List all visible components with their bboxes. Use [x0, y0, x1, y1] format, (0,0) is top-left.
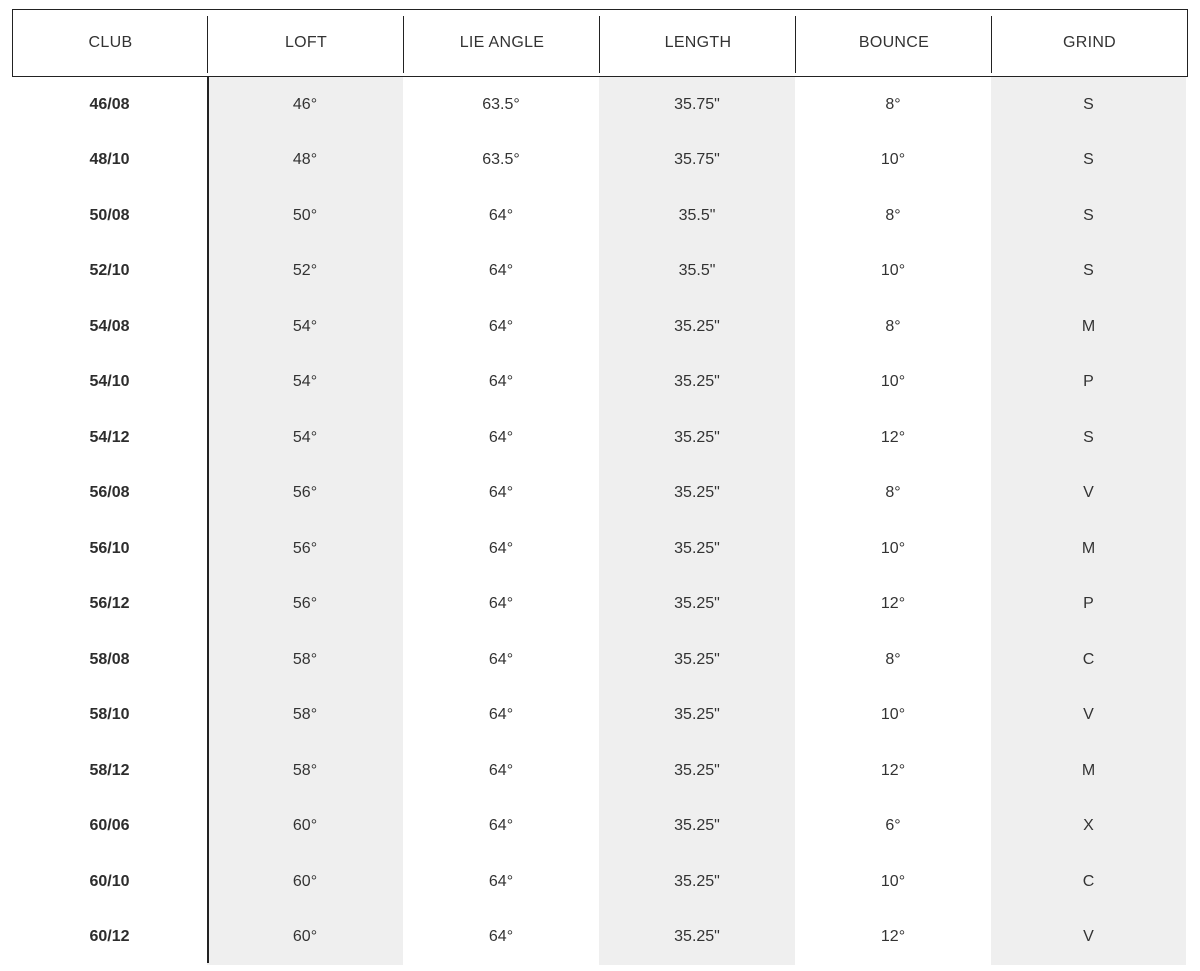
cell-club: 54/10: [89, 373, 130, 391]
cell-bounce: 12°: [880, 595, 906, 613]
header-loft: [208, 10, 404, 76]
cell-lie-angle: 64°: [488, 817, 514, 835]
cell-lie-angle: 64°: [488, 206, 514, 224]
cell-length: 35.25": [599, 854, 795, 910]
cell-grind: S: [991, 133, 1186, 189]
header-club: [13, 10, 208, 76]
cell-length: 35.25": [599, 299, 795, 355]
table-body: [12, 77, 1188, 965]
cell-bounce: 10°: [880, 706, 906, 724]
cell-loft: 56°: [207, 521, 403, 577]
cell-length: 35.25": [599, 410, 795, 466]
cell-lie-angle: 64°: [488, 373, 514, 391]
cell-club: 58/08: [89, 650, 130, 668]
table-row: [12, 410, 1188, 466]
cell-loft: 60°: [207, 799, 403, 855]
cell-grind: S: [991, 188, 1186, 244]
cell-club: 60/12: [89, 928, 130, 946]
cell-lie-angle: 64°: [488, 761, 514, 779]
cell-grind: S: [991, 77, 1186, 133]
cell-loft: 60°: [207, 854, 403, 910]
cell-bounce: 10°: [880, 872, 906, 890]
cell-grind: V: [991, 688, 1186, 744]
cell-bounce: 10°: [880, 373, 906, 391]
cell-club: 58/12: [89, 761, 130, 779]
cell-loft: 56°: [207, 577, 403, 633]
cell-grind: M: [991, 743, 1186, 799]
cell-club: 52/10: [89, 262, 130, 280]
table-row: [12, 743, 1188, 799]
club-column-divider: [207, 77, 209, 963]
cell-bounce: 8°: [885, 317, 901, 335]
cell-length: 35.75": [599, 77, 795, 133]
cell-lie-angle: 64°: [488, 595, 514, 613]
cell-club: 56/10: [89, 539, 130, 557]
table-row: [12, 133, 1188, 189]
cell-lie-angle: 64°: [488, 317, 514, 335]
cell-bounce: 10°: [880, 262, 906, 280]
header-length: [600, 10, 796, 76]
header-grind-label: GRIND: [1062, 34, 1117, 51]
cell-club: 56/08: [89, 484, 130, 502]
cell-length: 35.25": [599, 355, 795, 411]
table-row: [12, 299, 1188, 355]
table-row: [12, 521, 1188, 577]
header-bounce: [796, 10, 992, 76]
cell-bounce: 8°: [885, 206, 901, 224]
cell-lie-angle: 64°: [488, 484, 514, 502]
cell-length: 35.25": [599, 466, 795, 522]
cell-bounce: 6°: [885, 817, 901, 835]
cell-lie-angle: 64°: [488, 872, 514, 890]
cell-bounce: 8°: [885, 484, 901, 502]
cell-lie-angle: 64°: [488, 706, 514, 724]
cell-lie-angle: 64°: [488, 428, 514, 446]
cell-length: 35.5": [599, 188, 795, 244]
cell-club: 48/10: [89, 151, 130, 169]
header-lie-angle: [404, 10, 600, 76]
cell-loft: 58°: [207, 632, 403, 688]
header-grind: [992, 10, 1187, 76]
cell-loft: 58°: [207, 743, 403, 799]
wedge-spec-table: [12, 9, 1188, 965]
cell-loft: 56°: [207, 466, 403, 522]
cell-bounce: 12°: [880, 928, 906, 946]
cell-grind: S: [991, 244, 1186, 300]
cell-bounce: 10°: [880, 151, 906, 169]
header-length-label: LENGTH: [664, 34, 732, 51]
cell-bounce: 8°: [885, 650, 901, 668]
cell-length: 35.25": [599, 632, 795, 688]
cell-grind: X: [991, 799, 1186, 855]
cell-lie-angle: 63.5°: [482, 151, 520, 169]
table-row: [12, 632, 1188, 688]
cell-grind: M: [991, 299, 1186, 355]
cell-length: 35.75": [599, 133, 795, 189]
cell-bounce: 10°: [880, 539, 906, 557]
header-lie-angle-label: LIE ANGLE: [459, 34, 545, 51]
cell-grind: P: [991, 355, 1186, 411]
cell-length: 35.25": [599, 799, 795, 855]
cell-grind: V: [991, 466, 1186, 522]
cell-club: 54/12: [89, 428, 130, 446]
header-loft-label: LOFT: [284, 34, 328, 51]
cell-length: 35.25": [599, 521, 795, 577]
cell-loft: 54°: [207, 355, 403, 411]
table-row: [12, 466, 1188, 522]
table-row: [12, 688, 1188, 744]
cell-grind: P: [991, 577, 1186, 633]
table-row: [12, 577, 1188, 633]
cell-loft: 54°: [207, 410, 403, 466]
cell-length: 35.25": [599, 688, 795, 744]
cell-lie-angle: 64°: [488, 650, 514, 668]
cell-lie-angle: 63.5°: [482, 95, 520, 113]
table-row: [12, 799, 1188, 855]
cell-club: 56/12: [89, 595, 130, 613]
cell-lie-angle: 64°: [488, 539, 514, 557]
header-club-label: CLUB: [88, 34, 133, 51]
cell-lie-angle: 64°: [488, 262, 514, 280]
table-row: [12, 854, 1188, 910]
cell-loft: 60°: [207, 910, 403, 966]
cell-club: 60/06: [89, 817, 130, 835]
table-row: [12, 188, 1188, 244]
cell-club: 58/10: [89, 706, 130, 724]
cell-club: 54/08: [89, 317, 130, 335]
table-row: [12, 355, 1188, 411]
cell-length: 35.25": [599, 743, 795, 799]
header-bounce-label: BOUNCE: [858, 34, 930, 51]
cell-club: 60/10: [89, 872, 130, 890]
cell-length: 35.25": [599, 577, 795, 633]
cell-grind: C: [991, 632, 1186, 688]
cell-loft: 48°: [207, 133, 403, 189]
cell-bounce: 8°: [885, 95, 901, 113]
table-row: [12, 910, 1188, 966]
cell-bounce: 12°: [880, 761, 906, 779]
cell-club: 46/08: [89, 95, 130, 113]
cell-grind: M: [991, 521, 1186, 577]
cell-loft: 52°: [207, 244, 403, 300]
cell-grind: C: [991, 854, 1186, 910]
cell-loft: 58°: [207, 688, 403, 744]
cell-loft: 50°: [207, 188, 403, 244]
cell-club: 50/08: [89, 206, 130, 224]
cell-grind: V: [991, 910, 1186, 966]
table-header-row: [12, 9, 1188, 77]
cell-loft: 54°: [207, 299, 403, 355]
cell-loft: 46°: [207, 77, 403, 133]
table-row: [12, 244, 1188, 300]
cell-grind: S: [991, 410, 1186, 466]
cell-lie-angle: 64°: [488, 928, 514, 946]
cell-length: 35.5": [599, 244, 795, 300]
cell-length: 35.25": [599, 910, 795, 966]
table-row: [12, 77, 1188, 133]
cell-bounce: 12°: [880, 428, 906, 446]
